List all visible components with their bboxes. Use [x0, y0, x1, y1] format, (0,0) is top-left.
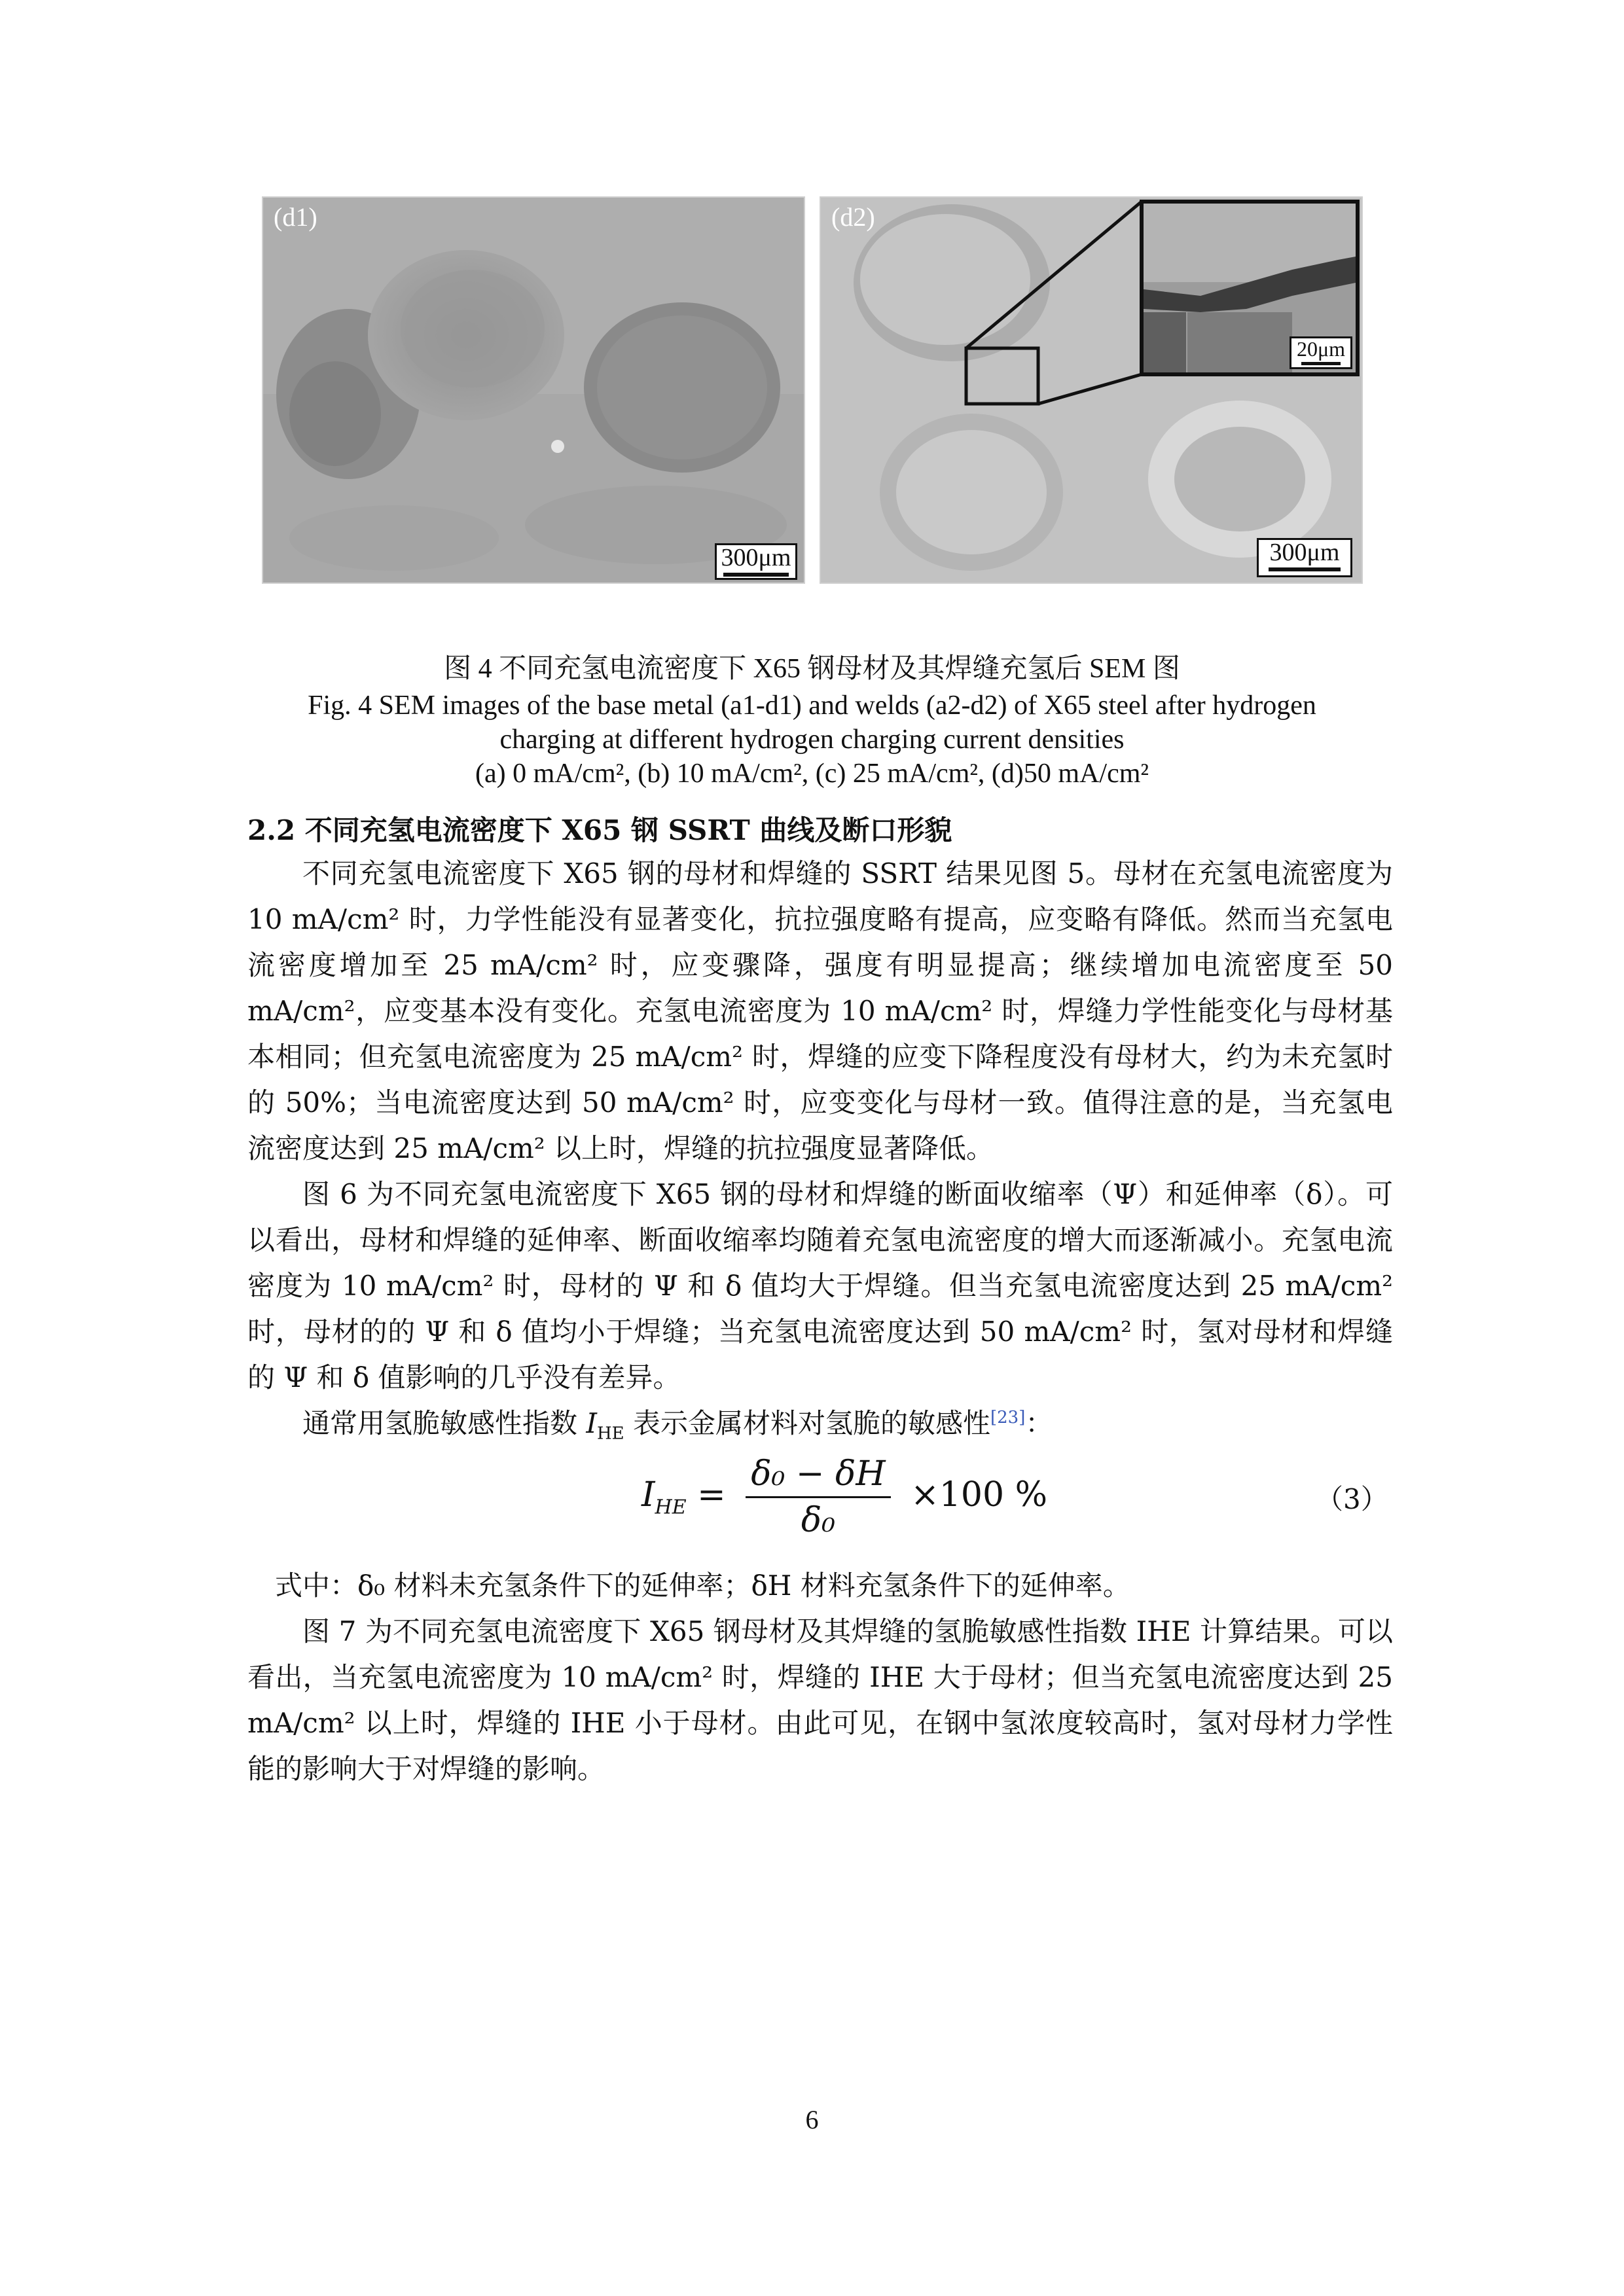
paragraph-3-end: ： [1025, 1407, 1053, 1439]
eq-times: ×100 % [911, 1475, 1047, 1515]
paragraph-4 [247, 1563, 1393, 1609]
scale-bar-d2 [1257, 538, 1352, 577]
paragraph-1-text: 不同充氢电流密度下 X65 钢的母材和焊缝的 SSRT 结果见图 5。母材在充氢电流密度为 10 mA/cm² 时，力学性能没有显著变化，抗拉强度略有提高，应变略有降低。然而当充氢电流密度增加至 25 mA/cm² 时，应变骤降，强度有明显提高；继续增加电流密度至 50 mA/cm²，应变基本没有变化。充氢电流密度为 10 mA/cm² 时，焊缝力学性能变化与母材基本相同；但充氢电流密度为 25 mA/cm² 时，焊缝的应变下降程度没有母材大，约为未充氢时的 50%；当电流密度达到 50 mA/cm² 时，应变变化与母材一致。值得注意的是，当充氢电流密度达到 25 mA/cm² 以上时，焊缝的抗拉强度显著降低。 [247, 857, 1393, 1164]
paragraph-5 [247, 1609, 1393, 1792]
ihe-subscript: HE [596, 1424, 624, 1444]
eq-lhs: I [641, 1475, 655, 1515]
scale-bar-d1 [715, 543, 797, 580]
paragraph-4-text: 式中：δ₀ 材料未充氢条件下的延伸率；δH 材料充氢条件下的延伸率。 [275, 1570, 1130, 1602]
eq-denominator: δ₀ [801, 1501, 836, 1540]
figure-caption-en-1: Fig. 4 SEM images of the base metal (a1-d1) and welds (a2-d2) of X65 steel after hydrogen [308, 691, 1316, 721]
paragraph-3-text: 通常用氢脆敏感性指数 [302, 1407, 586, 1439]
paragraph-3-text-2: 表示金属材料对氢脆的敏感性 [624, 1407, 990, 1439]
inset-scale-bar [1290, 336, 1352, 369]
ihe-symbol: I [586, 1407, 597, 1439]
panel-label-d1: (d1) [274, 202, 317, 232]
eq-lhs-sub: HE [655, 1496, 687, 1519]
paragraph-3 [247, 1401, 1393, 1446]
figure-caption-en-3: (a) 0 mA/cm², (b) 10 mA/cm², (c) 25 mA/cm², (d)50 mA/cm² [475, 759, 1149, 789]
paragraph-5-text: 图 7 为不同充氢电流密度下 X65 钢母材及其焊缝的氢脆敏感性指数 IHE 计算结果。可以看出，当充氢电流密度为 10 mA/cm² 时，焊缝的 IHE 大于母材；但当充氢电流密度达到 25 mA/cm² 以上时，焊缝的 IHE 小于母材。由此可见，在钢中氢浓度较高时，氢对母材力学性能的影响大于对焊缝的影响。 [247, 1615, 1393, 1785]
equation-3 [641, 1454, 1047, 1540]
eq-numerator: δ₀ − δH [746, 1454, 890, 1498]
eq-fraction [746, 1454, 890, 1540]
figure-caption-cn: 图 4 不同充氢电流密度下 X65 钢母材及其焊缝充氢后 SEM 图 [444, 654, 1180, 684]
scale-bar-label-d2: 300μm [1269, 539, 1340, 566]
sem-image-d1 [262, 196, 805, 584]
scale-bar-label: 300μm [721, 544, 791, 571]
eq-sign: = [697, 1475, 726, 1515]
equation-number: （3） [1316, 1483, 1388, 1515]
figure-caption-en-2: charging at different hydrogen charging current densities [499, 725, 1125, 755]
paragraph-1 [247, 851, 1393, 1172]
inset-scale-bar-label: 20μm [1296, 337, 1346, 361]
paragraph-2 [247, 1172, 1393, 1401]
page-number: 6 [805, 2105, 819, 2134]
sem-image-d2 [820, 196, 1363, 584]
citation-23[interactable]: [23] [990, 1408, 1026, 1427]
paragraph-2-text: 图 6 为不同充氢电流密度下 X65 钢的母材和焊缝的断面收缩率（Ψ）和延伸率（δ）。可以看出，母材和焊缝的延伸率、断面收缩率均随着充氢电流密度的增大而逐渐减小。充氢电流密度为 10 mA/cm² 时，母材的 Ψ 和 δ 值均大于焊缝。但当充氢电流密度达到 25 mA/cm² 时，母材的的 Ψ 和 δ 值均小于焊缝；当充氢电流密度达到 50 mA/cm² 时，氢对母材和焊缝的 Ψ 和 δ 值影响的几乎没有差异。 [247, 1178, 1393, 1393]
panel-label-d2: (d2) [831, 202, 875, 232]
section-heading: 2.2 不同充氢电流密度下 X65 钢 SSRT 曲线及断口形貌 [247, 814, 952, 846]
